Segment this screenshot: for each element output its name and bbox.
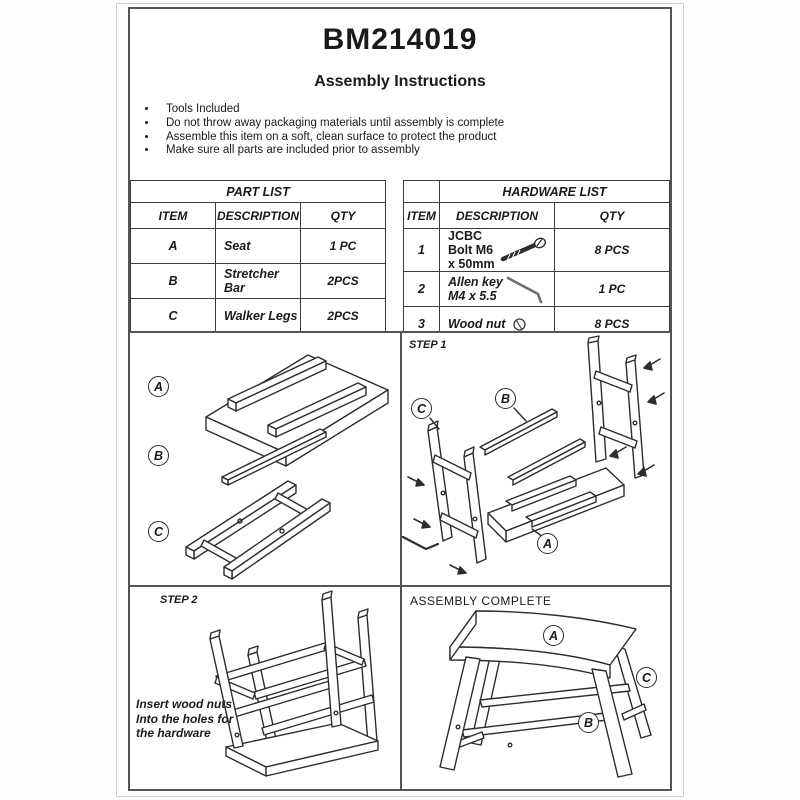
hardware-description: Wood nut	[448, 317, 506, 331]
column-header: ITEM	[404, 203, 440, 229]
column-header: DESCRIPTION	[216, 203, 301, 229]
assembly-notes	[140, 103, 504, 158]
hardware-list-title: HARDWARE LIST	[440, 181, 670, 203]
hardware-item: 1	[404, 229, 440, 272]
parts-drawing	[130, 333, 400, 585]
step1-panel	[402, 333, 670, 587]
part-qty: 2PCS	[301, 299, 386, 334]
column-header: QTY	[555, 203, 670, 229]
note-item: • Assemble this item on a soft, clean surface to protect the product	[158, 131, 504, 145]
hardware-list-table	[403, 180, 670, 342]
complete-label-c: C	[636, 667, 657, 688]
hardware-item: 3	[404, 307, 440, 342]
step1-label-c: C	[411, 398, 432, 419]
step1-label-a: A	[537, 533, 558, 554]
assembly-complete-title: ASSEMBLY COMPLETE	[410, 594, 552, 608]
hardware-description: Allen key M4 x 5.5	[448, 275, 503, 303]
bolt-icon	[498, 236, 550, 264]
hardware-qty: 8 PCS	[555, 307, 670, 342]
part-label-c: C	[148, 521, 169, 542]
table-row	[131, 299, 386, 334]
part-description: Stretcher Bar	[216, 264, 301, 299]
part-list-table	[130, 180, 386, 334]
part-label-a: A	[148, 376, 169, 397]
hardware-item: 2	[404, 272, 440, 307]
page-subtitle: Assembly Instructions	[314, 73, 486, 90]
part-item: C	[131, 299, 216, 334]
note-item: • Tools Included	[158, 103, 504, 117]
part-item: A	[131, 229, 216, 264]
wood-nut-icon	[511, 316, 528, 333]
diagram-grid	[130, 331, 670, 789]
part-qty: 1 PC	[301, 229, 386, 264]
step2-panel	[130, 587, 402, 789]
complete-label-b: B	[578, 712, 599, 733]
hardware-title-spacer-cell	[404, 181, 440, 203]
hardware-qty: 1 PC	[555, 272, 670, 307]
part-list-title: PART LIST	[131, 181, 386, 203]
column-header: DESCRIPTION	[440, 203, 555, 229]
part-item: B	[131, 264, 216, 299]
step1-title: STEP 1	[409, 339, 447, 351]
step2-note: Insert wood nuts Into the holes for the hardware	[136, 697, 234, 740]
part-description: Walker Legs	[216, 299, 301, 334]
page-title: BM214019	[322, 23, 478, 56]
document-frame	[128, 7, 672, 791]
allen-key-icon	[505, 274, 551, 304]
note-item: • Make sure all parts are included prior to assembly	[158, 144, 504, 158]
hardware-qty: 8 PCS	[555, 229, 670, 272]
parts-diagram-panel	[130, 333, 402, 587]
step1-drawing	[402, 333, 668, 585]
table-row	[131, 264, 386, 299]
step2-drawing	[130, 587, 400, 789]
part-qty: 2PCS	[301, 264, 386, 299]
part-label-b: B	[148, 445, 169, 466]
note-item: • Do not throw away packaging materials until assembly is complete	[158, 117, 504, 131]
part-description: Seat	[216, 229, 301, 264]
complete-label-a: A	[543, 625, 564, 646]
step2-title: STEP 2	[160, 594, 198, 606]
column-header: ITEM	[131, 203, 216, 229]
column-header: QTY	[301, 203, 386, 229]
table-row	[131, 229, 386, 264]
table-row	[404, 229, 670, 272]
table-row	[404, 272, 670, 307]
step1-label-b: B	[495, 388, 516, 409]
assembly-complete-drawing	[402, 587, 668, 789]
hardware-description: JCBC Bolt M6 x 50mm	[448, 229, 495, 271]
assembly-complete-panel	[402, 587, 670, 789]
